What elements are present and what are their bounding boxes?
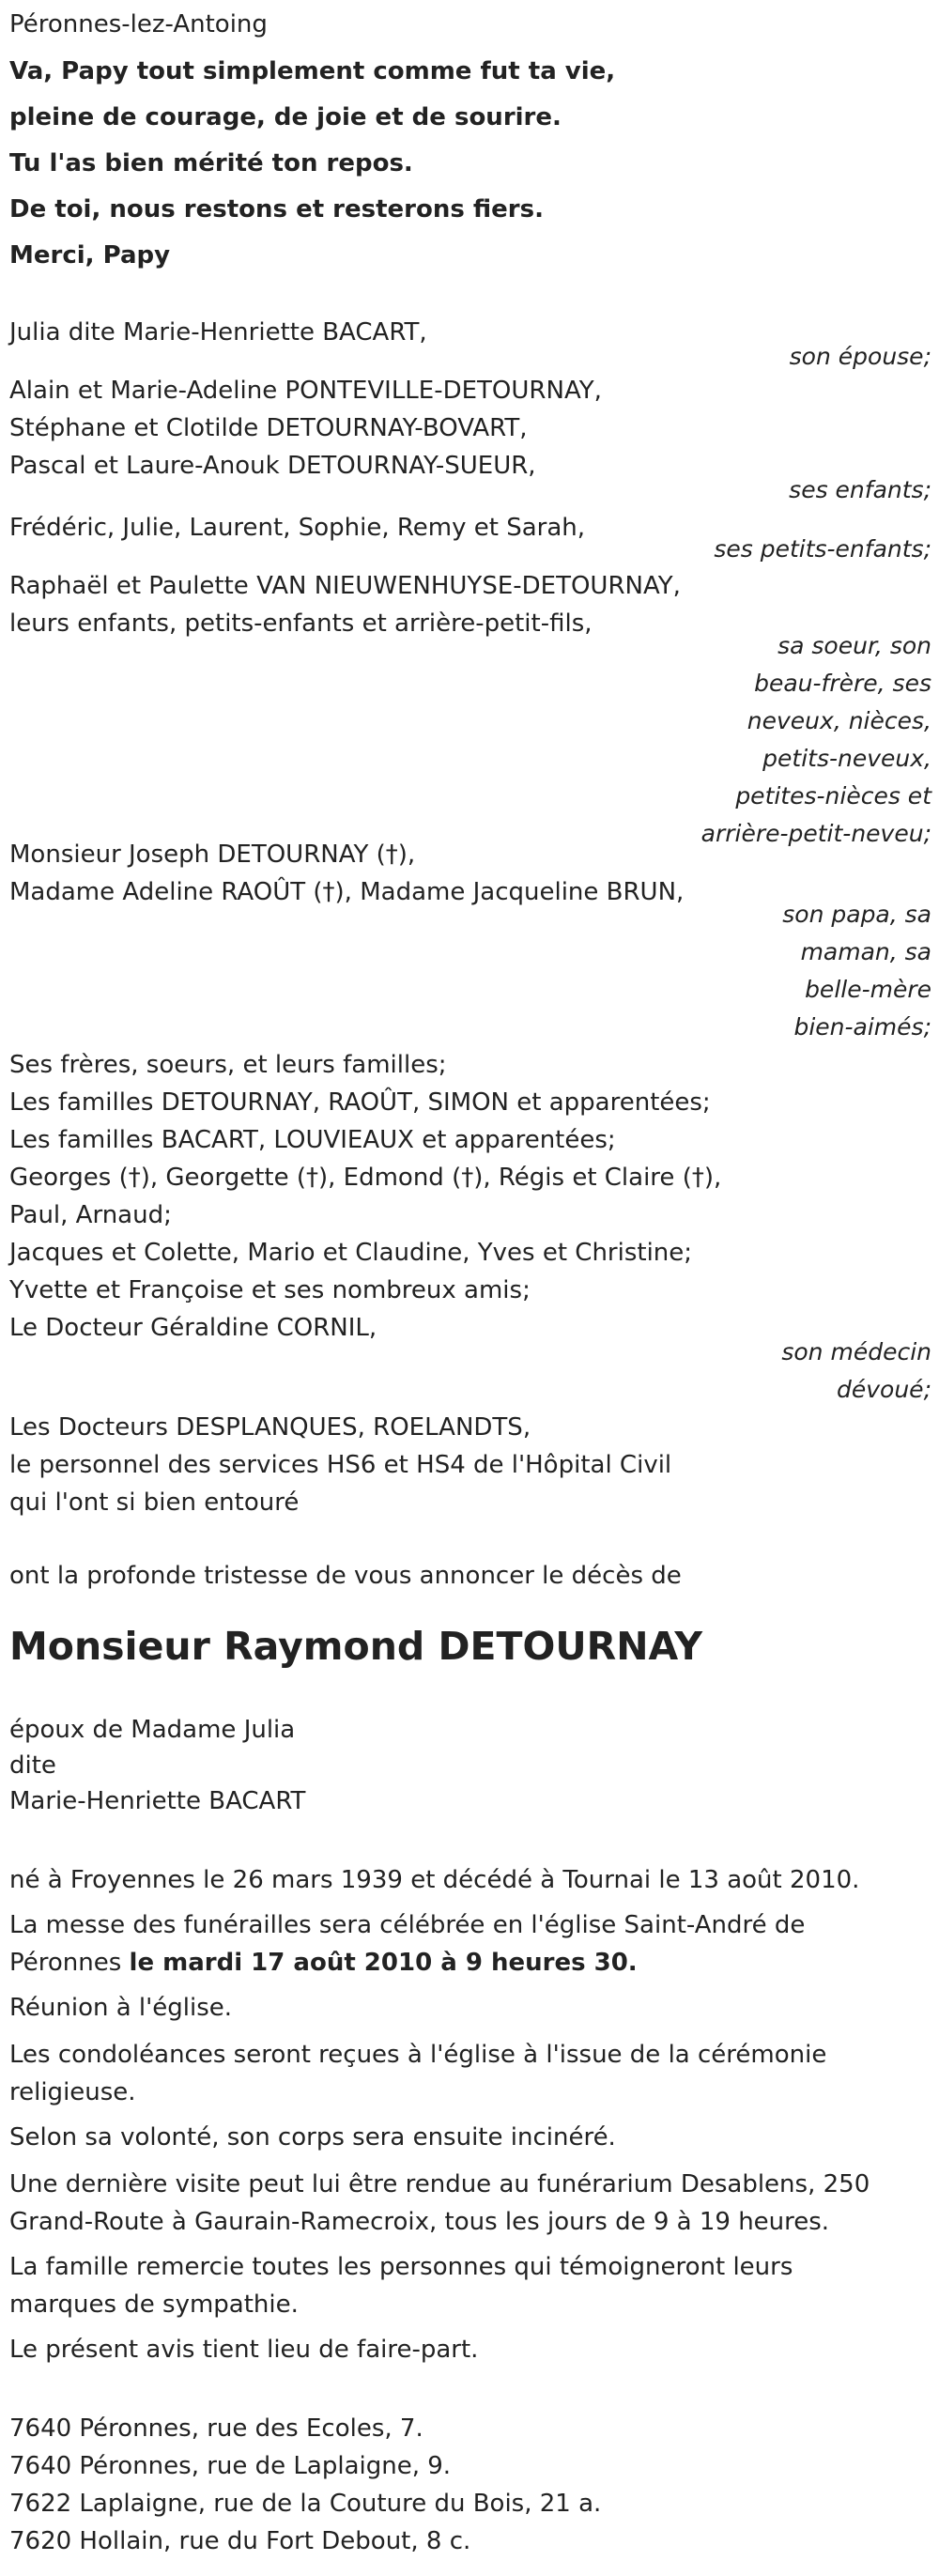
visit-line: Une dernière visite peut lui être rendue au funérarium Desablens, 250 bbox=[9, 2170, 870, 2198]
poem-line: pleine de courage, de joie et de sourire. bbox=[9, 103, 562, 131]
deceased-name: Monsieur Raymond DETOURNAY bbox=[9, 1624, 703, 1669]
relative-line: Paul, Arnaud; bbox=[9, 1201, 172, 1229]
address-line: 7640 Péronnes, rue des Ecoles, 7. bbox=[9, 2414, 423, 2443]
condolences-line: religieuse. bbox=[9, 2078, 136, 2106]
grandchildren-relation: ses petits-enfants; bbox=[714, 535, 931, 563]
relative-line: Georges (†), Georgette (†), Edmond (†), Régis et Claire (†), bbox=[9, 1164, 722, 1192]
child-line: Alain et Marie-Adeline PONTEVILLE-DETOURNAY, bbox=[9, 377, 602, 405]
spouse-relation: son épouse; bbox=[789, 343, 931, 370]
spouse-of-line: époux de Madame Julia bbox=[9, 1716, 296, 1744]
relative-line: Les familles DETOURNAY, RAOÛT, SIMON et apparentées; bbox=[9, 1088, 711, 1117]
relative-line: Jacques et Colette, Mario et Claudine, Yves et Christine; bbox=[9, 1239, 693, 1267]
child-line: Pascal et Laure-Anouk DETOURNAY-SUEUR, bbox=[9, 452, 536, 480]
spouse-of-line: dite bbox=[9, 1751, 56, 1780]
notice: Le présent avis tient lieu de faire-part. bbox=[9, 2336, 479, 2364]
poem-line: De toi, nous restons et resterons fiers. bbox=[9, 195, 544, 224]
relative-line: Le Docteur Géraldine CORNIL, bbox=[9, 1314, 377, 1342]
parents-relation: son papa, sa maman, sa belle-mère bien-aimés; bbox=[782, 901, 931, 1041]
sister-relation: sa soeur, son beau-frère, ses neveux, nièces, petits-neveux, petites-nièces et arrière-petit-neveu; bbox=[700, 632, 931, 847]
reunion: Réunion à l'église. bbox=[9, 1994, 233, 2022]
birth-death: né à Froyennes le 26 mars 1939 et décédé à Tournai le 13 août 2010. bbox=[9, 1866, 860, 1894]
parent-line: Madame Adeline RAOÛT (†), Madame Jacqueline BRUN, bbox=[9, 878, 685, 906]
location: Péronnes-lez-Antoing bbox=[9, 10, 268, 39]
thanks-line: marques de sympathie. bbox=[9, 2291, 299, 2319]
condolences-line: Les condoléances seront reçues à l'église à l'issue de la cérémonie bbox=[9, 2041, 827, 2069]
address-line: 7622 Laplaigne, rue de la Couture du Bois, 21 a. bbox=[9, 2490, 602, 2518]
spouse-of-line: Marie-Henriette BACART bbox=[9, 1787, 306, 1815]
visit-line: Grand-Route à Gaurain-Ramecroix, tous les jours de 9 à 19 heures. bbox=[9, 2208, 830, 2236]
address-line: 7620 Hollain, rue du Fort Debout, 8 c. bbox=[9, 2527, 471, 2555]
cremation: Selon sa volonté, son corps sera ensuite incinéré. bbox=[9, 2123, 616, 2152]
staff-line: le personnel des services HS6 et HS4 de l'Hôpital Civil bbox=[9, 1451, 672, 1479]
poem-line: Merci, Papy bbox=[9, 241, 171, 270]
relative-line: Les familles BACART, LOUVIEAUX et apparentées; bbox=[9, 1126, 616, 1154]
sister-line: Raphaël et Paulette VAN NIEUWENHUYSE-DETOURNAY, bbox=[9, 572, 681, 600]
relative-line: Ses frères, soeurs, et leurs familles; bbox=[9, 1051, 447, 1079]
announcement: ont la profonde tristesse de vous annoncer le décès de bbox=[9, 1562, 682, 1590]
poem-line: Va, Papy tout simplement comme fut ta vie, bbox=[9, 57, 616, 85]
child-line: Stéphane et Clotilde DETOURNAY-BOVART, bbox=[9, 414, 528, 442]
spouse-name: Julia dite Marie-Henriette BACART, bbox=[9, 318, 427, 347]
staff-line: qui l'ont si bien entouré bbox=[9, 1489, 300, 1517]
mass-location: Péronnes bbox=[9, 1949, 130, 1977]
grandchildren-line: Frédéric, Julie, Laurent, Sophie, Remy et Sarah, bbox=[9, 514, 586, 542]
mass-line-date bbox=[9, 1944, 638, 1982]
mass-date: le mardi 17 août 2010 à 9 heures 30. bbox=[129, 1949, 638, 1977]
parent-line: Monsieur Joseph DETOURNAY (†), bbox=[9, 841, 416, 869]
mass-line: La messe des funérailles sera célébrée en l'église Saint-André de bbox=[9, 1911, 806, 1939]
doctor-relation: son médecin dévoué; bbox=[781, 1338, 931, 1403]
staff-line: Les Docteurs DESPLANQUES, ROELANDTS, bbox=[9, 1413, 531, 1442]
relative-line: Yvette et Françoise et ses nombreux amis; bbox=[9, 1276, 531, 1304]
address-line: 7640 Péronnes, rue de Laplaigne, 9. bbox=[9, 2452, 452, 2480]
poem-line: Tu l'as bien mérité ton repos. bbox=[9, 149, 413, 177]
children-relation: ses enfants; bbox=[789, 476, 931, 503]
thanks-line: La famille remercie toutes les personnes qui témoigneront leurs bbox=[9, 2253, 793, 2281]
sister-line: leurs enfants, petits-enfants et arrière-petit-fils, bbox=[9, 609, 593, 638]
